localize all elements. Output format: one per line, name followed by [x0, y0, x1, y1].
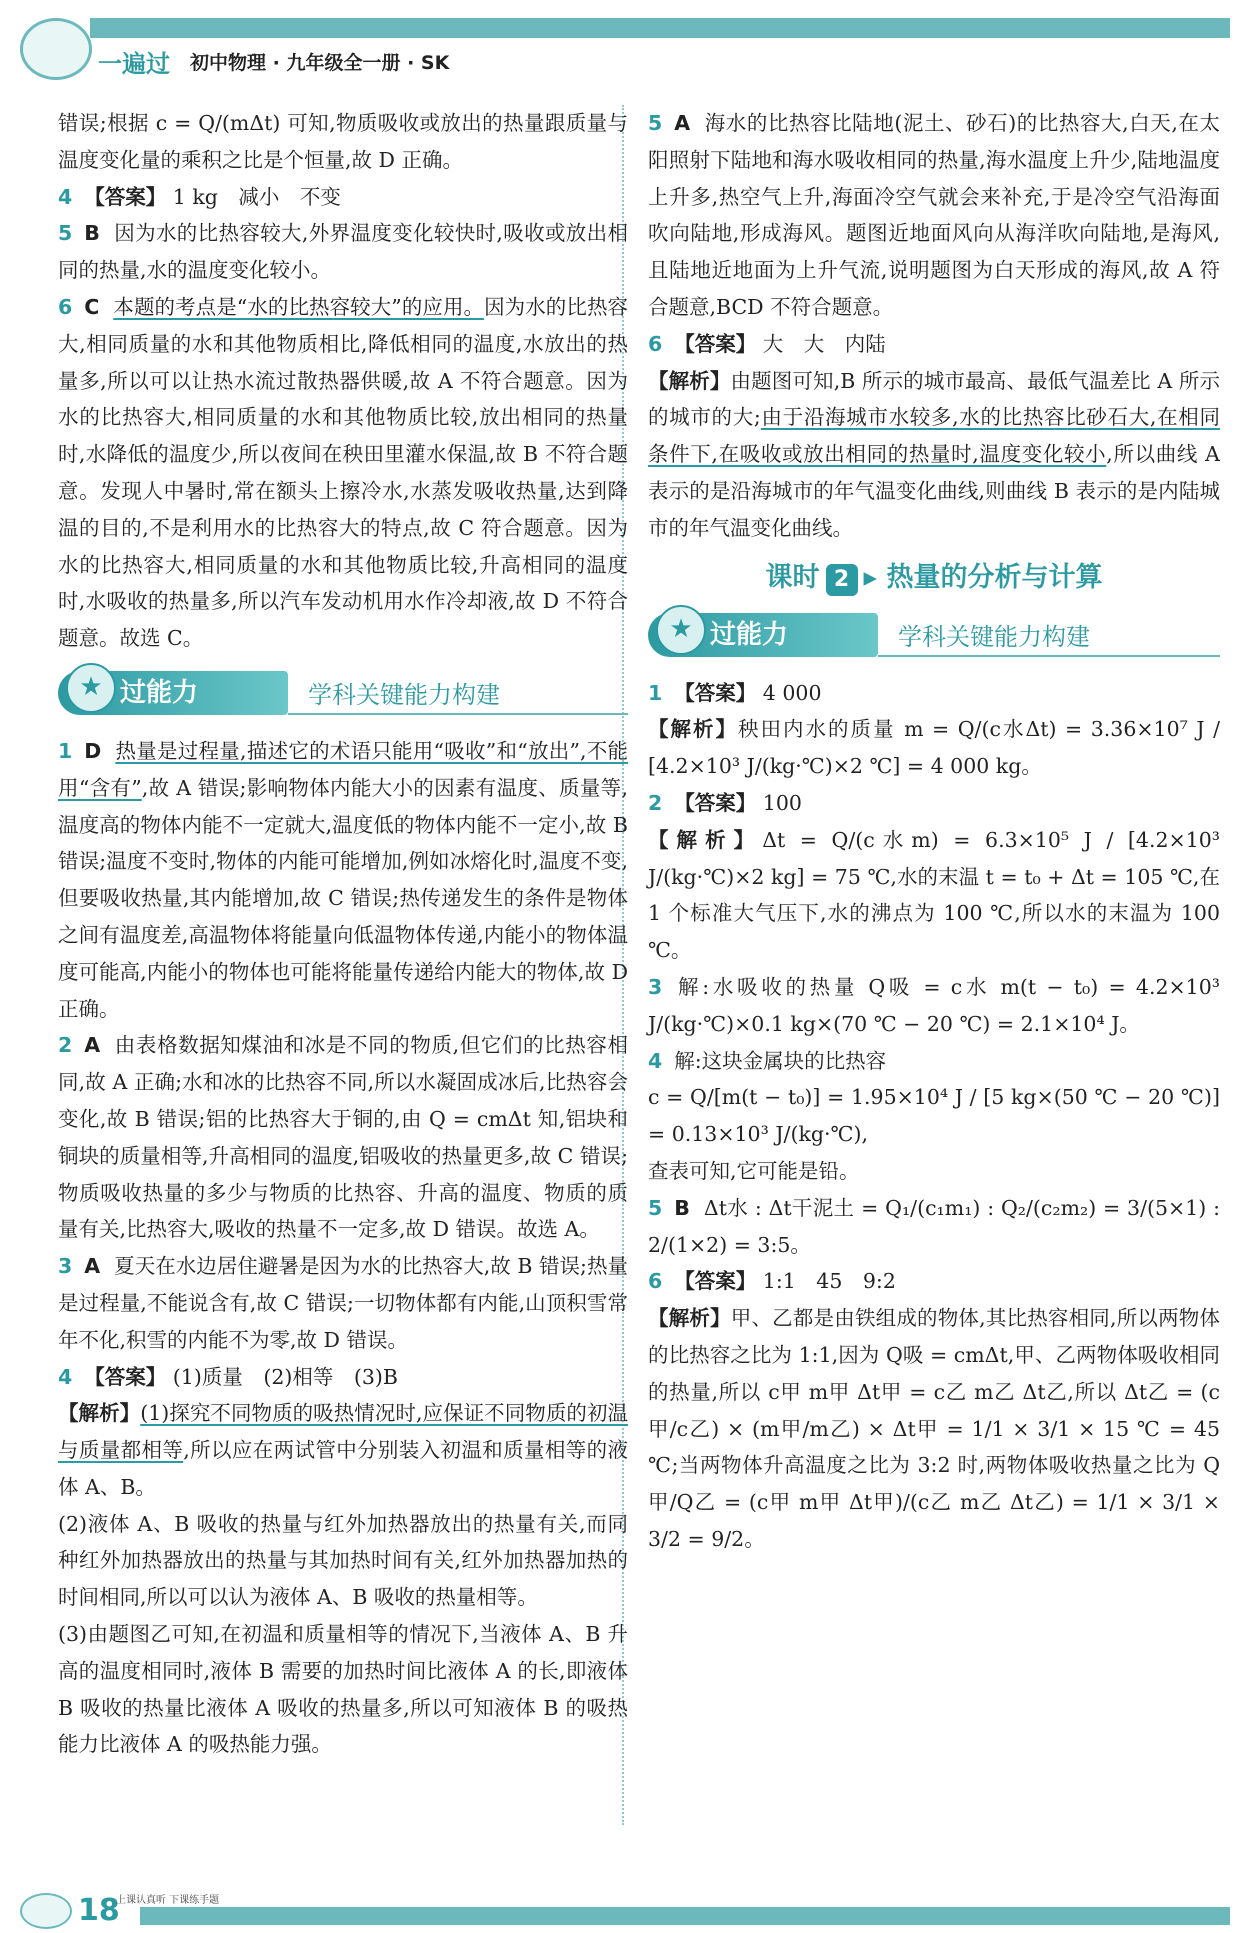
explanation: 夏天在水边居住避暑是因为水的比热容大,故 B 错误;热量是过程量,不能说含有,故 C 错误;一切物体都有内能,山顶积雪常年不化,积雪的内能不为零,故 D 错误。 [58, 1254, 628, 1352]
answer-tag: 【答案】 [84, 1364, 167, 1389]
answer-item [648, 675, 1220, 712]
explanation: 解:这块金属块的比热容 [674, 1048, 887, 1073]
question-number: 2 [648, 790, 663, 815]
answer-item [648, 1263, 1220, 1300]
explanation: 由表格数据知煤油和冰是不同的物质,但它们的比热容相同,故 A 正确;水和冰的比热容不同,所以水凝固成冰后,比热容会变化,故 B 错误;铝的比热容大于铜的,由 Q = cmΔt 知,铝块和铜块的质量相等,升高相同的温度,铝吸收的热量更多,故 C 错误;物质吸收热量的多少与物质的比热容、升高的温度、物质的质量有关,比热容大,吸收的热量不一定多,故 D 错误。故选 A。 [58, 1033, 628, 1242]
underlined-key-point: 热量是过程量,描述它的术语只能用“吸收”和“放出”,不能用“含有” [58, 738, 628, 800]
star-mascot-icon: ★ [66, 663, 116, 713]
analysis-tag: 【解析】 [648, 368, 731, 393]
answer-item [648, 326, 1220, 363]
lesson-title: 热量的分析与计算 [886, 561, 1103, 593]
question-number: 6 [58, 294, 73, 319]
answer-item [58, 1248, 628, 1358]
option-letter: C [84, 294, 100, 319]
answer-tag: 【答案】 [674, 331, 757, 356]
explanation: Δt水 : Δt干泥土 = Q₁/(c₁m₁) : Q₂/(c₂m₂) = 3/(5×1) : 2/(1×2) = 3:5。 [648, 1195, 1220, 1257]
answer-text: 1 kg 减小 不变 [172, 184, 341, 209]
paragraph: 查表可知,它可能是铅。 [648, 1158, 860, 1183]
question-number: 1 [58, 738, 73, 763]
answer-item [648, 785, 1220, 822]
option-letter: B [674, 1195, 690, 1220]
answer-tag: 【答案】 [674, 1269, 757, 1294]
lesson-heading [648, 557, 1220, 599]
question-number: 4 [58, 1364, 73, 1389]
mascot-icon [20, 1893, 72, 1929]
underlined-key-point: 本题的考点是“水的比热容较大”的应用。 [113, 294, 485, 319]
answer-item [58, 179, 628, 216]
question-number: 3 [648, 974, 663, 999]
answer-item [58, 289, 628, 657]
answer-tag: 【答案】 [674, 680, 757, 705]
option-letter: B [84, 221, 100, 246]
answer-text: 大 大 内陆 [762, 331, 886, 356]
page-header [20, 18, 1230, 80]
answer-item [58, 1027, 628, 1248]
explanation: Δt = Q/(c水m) = 6.3×10⁵ J / [4.2×10³ J/(kg·℃)×2 kg] = 75 ℃,水的末温 t = t₀ + Δt = 105 ℃,在 1 个标准大气压下,水的沸点为 100 ℃,所以水的末温为 100 ℃。 [648, 827, 1221, 963]
analysis [648, 363, 1220, 547]
answer-item [58, 215, 628, 289]
formula: c = Q/[m(t − t₀)] = 1.95×10⁴ J / [5 kg×(50 ℃ − 20 ℃)] = 0.13×10³ J/(kg·℃), [648, 1085, 1220, 1147]
analysis [648, 1300, 1220, 1558]
explanation: 因为水的比热容较大,外界温度变化较快时,吸收或放出相同的热量,水的温度变化较小。 [58, 221, 628, 283]
banner-title: 过能力 [120, 677, 199, 708]
brand-logo-icon [20, 18, 92, 80]
underlined-key-point: 由于沿海城市水较多,水的比热容比砂石大,在相同条件下,在吸收或放出相同的热量时,温度变化较小 [648, 405, 1220, 467]
answer-item [648, 1043, 1220, 1080]
explanation: ,所以曲线 A 表示的是沿海城市的年气温变化曲线,则曲线 B 表示的是内陆城市的年气温变化曲线。 [648, 442, 1220, 540]
question-number: 5 [58, 221, 73, 246]
banner-subtitle: 学科关键能力构建 [898, 622, 1090, 651]
explanation: 因为水的比热容大,相同质量的水和其他物质相比,降低相同的温度,水放出的热量多,所以可以让热水流过散热器供暖,故 A 不符合题意。因为水的比热容大,相同质量的水和其他物质比较,放出相同的热量时,水降低的温度少,所以夜间在秧田里灌水保温,故 B 不符合题意。发现人中暑时,常在额头上擦冷水,水蒸发吸收热量,达到降温的目的,不是利用水的比热容大的特点,故 C 符合题意。因为水的比热容大,相同质量的水和其他物质比较,升高相同的温度时,水吸收的热量多,所以汽车发动机用水作冷却液,故 D 不符合题意。故选 C。 [58, 294, 629, 651]
analysis-tag: 【解析】 [648, 717, 739, 742]
analysis [648, 711, 1220, 785]
left-column [58, 105, 628, 1763]
section-banner [58, 663, 628, 729]
right-column [648, 105, 1220, 1558]
question-number: 4 [58, 184, 73, 209]
answer-tag: 【答案】 [84, 184, 167, 209]
option-letter: D [84, 738, 102, 763]
question-number: 6 [648, 331, 663, 356]
explanation: 海水的比热容比陆地(泥土、砂石)的比热容大,白天,在太阳照射下陆地和海水吸收相同的热量,海水温度上升少,陆地温度上升多,热空气上升,海面冷空气就会来补充,于是冷空气沿海面吹向陆地,形成海风。题图近地面风向从海洋吹向陆地,是海风,且陆地近地面为上升气流,说明题图为白天形成的海风,故 A 符合题意,BCD 不符合题意。 [648, 111, 1220, 319]
footer-tip: 上课认真听 下课练手题 [116, 1895, 220, 1906]
analysis-tag: 【解析】 [648, 1306, 731, 1331]
answer-item [648, 105, 1220, 326]
option-letter: A [674, 111, 691, 135]
section-banner [648, 605, 1220, 671]
option-letter: A [84, 1254, 101, 1279]
page-number: 18 [78, 1893, 120, 1928]
analysis-tag: 【解析】 [58, 1401, 141, 1426]
analysis-tag: 【解析】 [648, 827, 763, 852]
answer-text: 100 [762, 790, 802, 815]
banner-title: 过能力 [710, 619, 789, 650]
explanation: 甲、乙都是由铁组成的物体,其比热容相同,所以两物体的比热容之比为 1:1,因为 Q吸 = cmΔt,甲、乙两物体吸收相同的热量,所以 c甲 m甲 Δt甲 = c乙 m乙 Δt乙,所以 Δt乙 = (c甲/c乙) × (m甲/m乙) × Δt甲 = 1/1 × 3/1 × 15 ℃ = 45 ℃;当两物体升高温度之比为 3:2 时,两物体吸收热量之比为 Q甲/Q乙 = (c甲 m甲 Δt甲)/(c乙 m乙 Δt乙) = 1/1 × 3/1 × 3/2 = 9/2。 [648, 1306, 1220, 1551]
arrow-right-icon: ▸ [863, 561, 887, 593]
answer-item [648, 969, 1220, 1043]
answer-text: (1)质量 (2)相等 (3)B [172, 1364, 398, 1389]
question-number: 6 [648, 1269, 663, 1294]
explanation: ,故 A 错误;影响物体内能大小的因素有温度、质量等,温度高的物体内能不一定就大,温度低的物体内能不一定小,故 B 错误;温度不变时,物体的内能可能增加,例如冰熔化时,温度不变,但要吸收热量,其内能增加,故 C 错误;热传递发生的条件是物体之间有温度差,高温物体将能量向低温物体传递,内能小的物体温度可能高,内能小的物体也可能将能量传递给内能大的物体,故 D 正确。 [58, 775, 628, 1021]
page-footer [20, 1893, 1230, 1929]
header-band [90, 18, 1230, 38]
explanation: 解:水吸收的热量 Q吸 = c水 m(t − t₀) = 4.2×10³ J/(kg·℃)×0.1 kg×(70 ℃ − 20 ℃) = 2.1×10⁴ J。 [648, 974, 1220, 1036]
question-number: 5 [648, 111, 663, 135]
brand-name: 一遍过 [98, 50, 170, 78]
analysis [648, 822, 1220, 969]
paragraph: (2)液体 A、B 吸收的热量与红外加热器放出的热量有关,而同种红外加热器放出的热量与其加热时间有关,红外加热器加热的时间相同,所以可以认为液体 A、B 吸收的热量相等。 [58, 1511, 628, 1610]
book-subtitle: 初中物理 · 九年级全一册 · SK [190, 52, 450, 74]
explanation: 秧田内水的质量 m = Q/(c水Δt) = 3.36×10⁷ J / [4.2×10³ J/(kg·℃)×2 ℃] = 4 000 kg。 [648, 717, 1221, 779]
answer-item [58, 733, 628, 1027]
option-letter: A [84, 1033, 101, 1058]
star-mascot-icon: ★ [656, 605, 706, 655]
paragraph: (3)由题图乙可知,在初温和质量相等的情况下,当液体 A、B 升高的温度相同时,液体 B 需要的加热时间比液体 A 的长,即液体 B 吸收的热量比液体 A 吸收的热量多,所以可知液体 B 的吸热能力比液体 A 的吸热能力强。 [58, 1622, 628, 1757]
question-number: 2 [58, 1033, 73, 1058]
answer-text: 1:1 45 9:2 [762, 1269, 896, 1294]
footer-band [140, 1907, 1230, 1925]
answer-item [648, 1190, 1220, 1264]
lesson-number: 2 [826, 564, 858, 596]
underlined-key-point: (1)探究不同物质的吸热情况时,应保证不同物质的初温与质量都相等 [58, 1401, 628, 1463]
answer-item [58, 1359, 628, 1396]
analysis [58, 1395, 628, 1505]
lesson-prefix: 课时 [765, 561, 820, 593]
question-number: 4 [648, 1048, 663, 1073]
explanation: 由题图可知,B 所示的城市最高、最低气温差比 A 所示的城市的大; [648, 368, 1220, 430]
answer-tag: 【答案】 [674, 790, 757, 815]
question-number: 3 [58, 1254, 73, 1279]
paragraph: 错误;根据 c = Q/(mΔt) 可知,物质吸收或放出的热量跟质量与温度变化量的乘积之比是个恒量,故 D 正确。 [58, 111, 628, 172]
question-number: 1 [648, 680, 663, 705]
question-number: 5 [648, 1195, 663, 1220]
banner-subtitle: 学科关键能力构建 [308, 680, 500, 709]
explanation: ,所以应在两试管中分别装入初温和质量相等的液体 A、B。 [58, 1438, 628, 1499]
answer-text: 4 000 [762, 680, 822, 705]
